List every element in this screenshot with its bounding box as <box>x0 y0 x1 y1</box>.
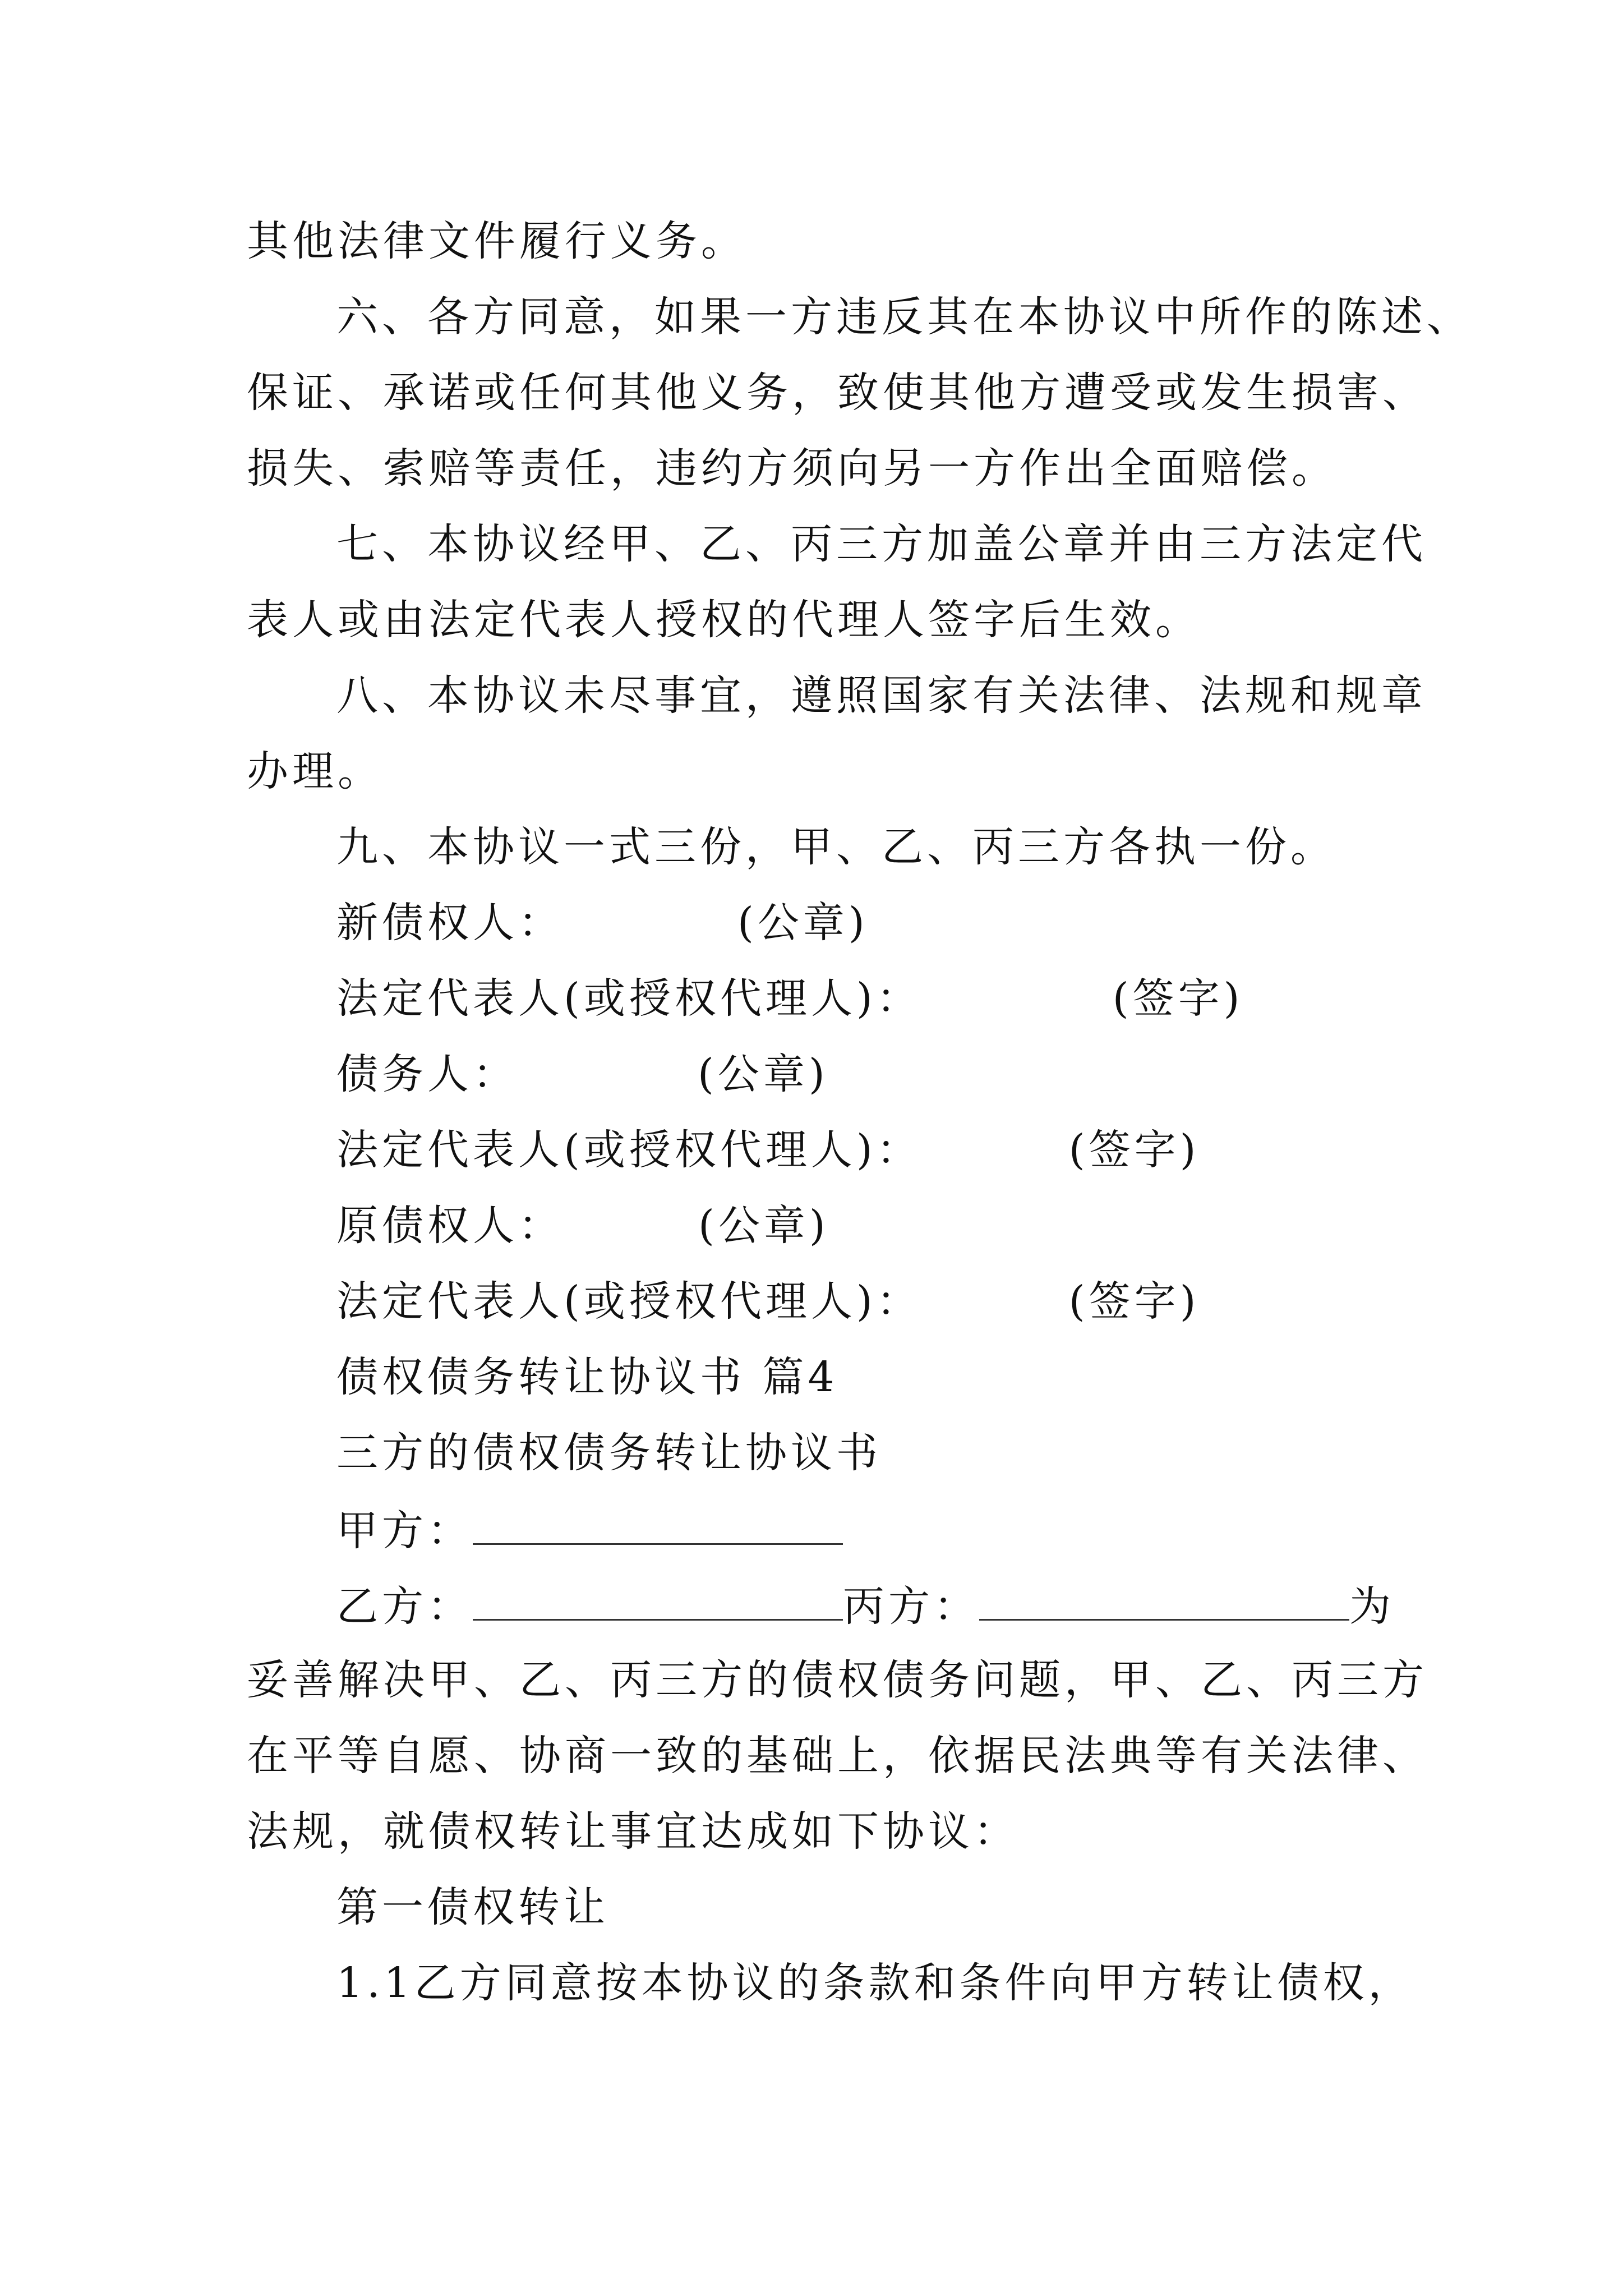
signature-label: (签字) <box>1068 1126 1200 1174</box>
representative-line <box>336 970 1244 1027</box>
intro-line-1: 妥善解决甲、乙、丙三方的债权债务问题，甲、乙、丙三方 <box>247 1656 1428 1704</box>
party-bc-line <box>336 1576 1395 1632</box>
intro-line-3: 法规，就债权转让事宜达成如下协议： <box>247 1807 1019 1856</box>
party-b-label: 乙方： <box>336 1582 473 1631</box>
paragraph-line: 其他法律文件履行义务。 <box>247 217 746 265</box>
clause-8-line-2: 办理。 <box>247 747 383 795</box>
representative-line <box>336 1273 1200 1329</box>
clause-7-line-1: 七、本协议经甲、乙、丙三方加盖公章并由三方法定代 <box>336 520 1427 568</box>
signature-label: (签字) <box>1068 1277 1200 1326</box>
intro-line-2: 在平等自愿、协商一致的基础上，依据民法典等有关法律、 <box>247 1732 1428 1780</box>
article-1-heading: 第一债权转让 <box>336 1883 609 1931</box>
original-creditor-line <box>336 1198 829 1254</box>
new-creditor-line <box>336 895 869 951</box>
party-b-blank[interactable] <box>473 1576 843 1621</box>
party-a-line <box>336 1501 843 1557</box>
clause-6-line-3: 损失、索赔等责任，违约方须向另一方作出全面赔偿。 <box>247 444 1337 493</box>
party-a-blank[interactable] <box>473 1501 843 1545</box>
section-heading: 债权债务转让协议书 篇4 <box>336 1353 838 1401</box>
representative-line <box>336 1122 1200 1178</box>
party-c-label: 丙方： <box>843 1582 979 1631</box>
debtor-label: 债务人： <box>336 1050 518 1098</box>
debtor-line <box>336 1046 829 1102</box>
clause-6-line-2: 保证、承诺或任何其他义务，致使其他方遭受或发生损害、 <box>247 369 1428 417</box>
seal-label: (公章) <box>698 1050 829 1098</box>
seal-label: (公章) <box>737 899 869 947</box>
clause-8-line-1: 八、本协议未尽事宜，遵照国家有关法律、法规和规章 <box>336 671 1427 720</box>
representative-label: 法定代表人(或授权代理人)： <box>336 1277 922 1326</box>
clause-6-line-1: 六、各方同意，如果一方违反其在本协议中所作的陈述、 <box>336 293 1472 341</box>
clause-7-line-2: 表人或由法定代表人授权的代理人签字后生效。 <box>247 596 1201 644</box>
new-creditor-label: 新债权人： <box>336 899 564 947</box>
clause-1-1: 1.1乙方同意按本协议的条款和条件向甲方转让债权， <box>336 1959 1414 2007</box>
agreement-title: 三方的债权债务转让协议书 <box>336 1429 882 1477</box>
seal-label: (公章) <box>698 1202 829 1250</box>
representative-label: 法定代表人(或授权代理人)： <box>336 974 922 1023</box>
party-a-label: 甲方： <box>336 1507 473 1555</box>
for-text: 为 <box>1349 1582 1395 1631</box>
representative-label: 法定代表人(或授权代理人)： <box>336 1126 922 1174</box>
signature-label: (签字) <box>1112 974 1244 1023</box>
clause-9-line: 九、本协议一式三份，甲、乙、丙三方各执一份。 <box>336 823 1336 871</box>
original-creditor-label: 原债权人： <box>336 1202 564 1250</box>
party-c-blank[interactable] <box>979 1576 1349 1621</box>
